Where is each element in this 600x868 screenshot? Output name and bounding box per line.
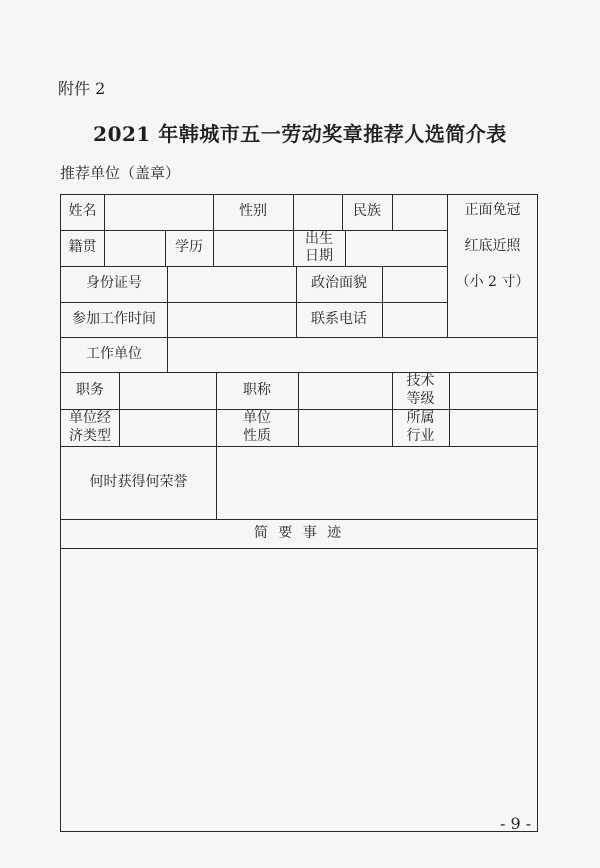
unit-nature-line1: 单位 (243, 410, 271, 426)
form-title: 2021 年韩城市五一劳动奖章推荐人选简介表 (93, 122, 507, 146)
gender-label: 性别 (239, 203, 267, 220)
phone-label: 联系电话 (311, 310, 367, 327)
col-line (449, 372, 450, 446)
birth-label-line1: 出生 (305, 230, 333, 247)
col-line (298, 372, 299, 446)
col-line (216, 446, 217, 519)
col-line (293, 194, 294, 230)
brief-deeds-label: 简 要 事 迹 (253, 524, 345, 541)
work-start-label: 参加工作时间 (72, 310, 156, 327)
row-line (60, 230, 447, 231)
col-line (167, 266, 168, 337)
work-unit-label: 工作单位 (86, 345, 142, 362)
industry-label (392, 409, 449, 446)
col-line (382, 266, 383, 337)
native-place-label: 籍贯 (68, 239, 97, 256)
col-line (119, 372, 120, 446)
unit-econ-type-label (61, 409, 119, 446)
tech-level-line2: 等级 (406, 390, 435, 407)
recommend-unit-label: 推荐单位（盖章） (60, 164, 181, 182)
unit-econ-type-line1: 单位经 (69, 410, 111, 426)
col-line (392, 194, 393, 230)
col-line (345, 230, 346, 266)
attachment-label: 附件 2 (58, 79, 106, 98)
unit-econ-type-line2: 济类型 (69, 427, 111, 444)
ethnicity-label: 民族 (353, 203, 381, 220)
professional-title-label: 职称 (243, 381, 271, 398)
honors-label: 何时获得何荣誉 (89, 473, 188, 490)
industry-line1: 所属 (406, 410, 435, 426)
education-label: 学历 (175, 239, 203, 256)
col-line (167, 337, 168, 372)
photo-note-line3: （小 2 寸） (455, 274, 530, 291)
col-line (104, 194, 105, 230)
birth-label-line2: 日期 (305, 248, 333, 264)
unit-nature-line2: 性质 (243, 427, 271, 444)
industry-line2: 行业 (406, 427, 435, 444)
photo-note-line2: 红底近照 (464, 238, 521, 255)
table-border-bottom (60, 831, 538, 832)
col-line (104, 230, 105, 266)
table-border-right (537, 194, 538, 832)
tech-level-label (392, 372, 449, 409)
page-number: - 9 - (500, 814, 532, 833)
table-border-top (60, 194, 538, 195)
unit-nature-label (216, 409, 298, 446)
position-label: 职务 (76, 381, 104, 398)
political-status-label: 政治面貌 (311, 275, 367, 292)
col-line (213, 230, 214, 266)
tech-level-line1: 技术 (406, 373, 435, 389)
row-line (60, 548, 538, 549)
name-label: 姓名 (68, 203, 97, 220)
id-number-label: 身份证号 (86, 275, 142, 292)
birth-date-label (293, 230, 345, 266)
photo-note-line1: 正面免冠 (464, 202, 521, 219)
